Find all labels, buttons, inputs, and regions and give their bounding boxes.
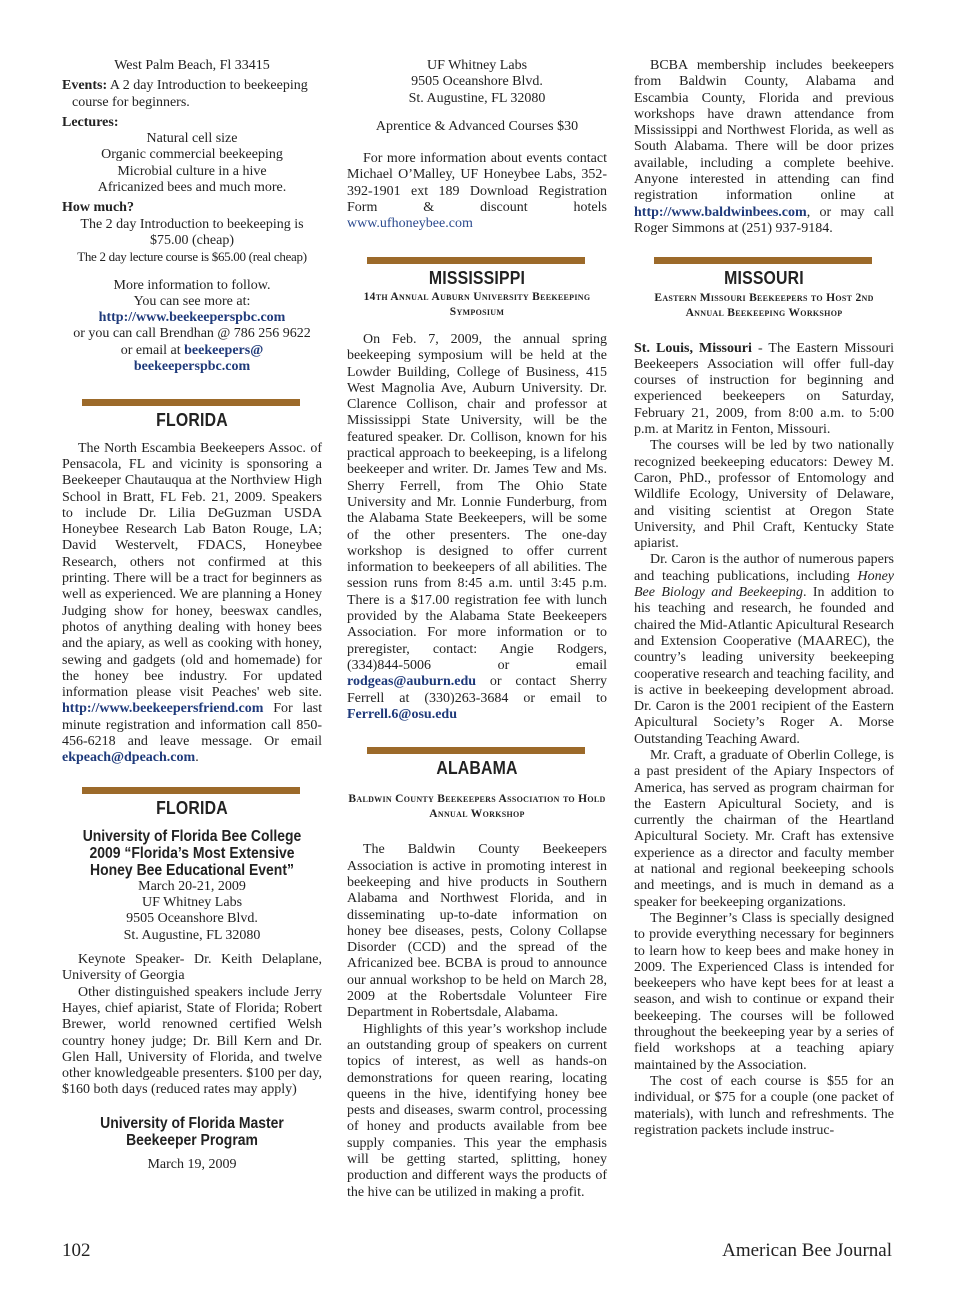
college-line: March 20-21, 2009 [138, 878, 246, 894]
events-label: Events: [62, 78, 108, 94]
price-line: The 2 day Introduction to beekeeping is [80, 216, 304, 232]
section-divider [82, 399, 300, 406]
alabama-subtitle: Baldwin County Beekeepers Association to Hold Annual Workshop [348, 793, 606, 821]
missouri-paragraph-3 [634, 552, 894, 748]
speakers-paragraph: Other distinguished speakers include Jerry Hayes, chief apiarist, State of Florida; Robert Brewer, world renowned certified Welsh country honey judge; Dr. Bill Kern and Dr. Glen Hall, University of Florida, and twelve other knowledgeable presenters. $100 per day, $160 both days (reduced rates may apply) [62, 984, 322, 1098]
more-info-line: You can see more at: [133, 293, 251, 309]
missouri-paragraph-1 [634, 341, 894, 439]
missouri-paragraph-6: The cost of each course is $55 for an individual, or $75 for a couple (one packet of materials), with lunch and refreshments. The registration packets include instruc- [634, 1073, 894, 1138]
section-title-mississippi: MISSISSIPPI [428, 267, 526, 288]
pbc-website-link[interactable]: http://www.beekeeperspbc.com [98, 310, 286, 326]
bcba-paragraph [634, 58, 894, 237]
escambia-text: The North Escambia Beekeepers Assoc. of Pensacola, FL and vicinity is sponsoring a Beekeeper Chautauqua at the Northview High School in Bratt, FL Feb. 21, 2009. Speakers to include Dr. Lilia DeGuzman USDA Honeybee Research Lab Baton Rouge, LA; David Westervelt, FDACS, Honeybee Research, others not confirmed at this printing. There will be a tract for beginners as well as experienced. We are planning a Honey Judging show for honey, beeswax candles, photos of anything dealing with honey bees and the apiary, as well as cooking with honey, sewing and gadgets (old and homemade) for the honey bee industry. For updated information please visit Peaches' web site. [62, 440, 322, 701]
section-divider [82, 787, 300, 794]
missouri-text-3a: Dr. Caron is the author of numerous papers and teaching publications, including [634, 552, 894, 584]
missouri-paragraph-5: The Beginner’s Class is specially designed to provide everything necessary for beginners to learn how to keep bees and make honey in 2009. The Experienced Class is intended for beekeepers who have kept bees for at least a season, and wish to continue or expand their beekeeping. The courses will be followed throughout the beekeeping year by a series of field workshops at a teaching apiary maintained by the Association. [634, 910, 894, 1073]
mississippi-subtitle: 14th Annual Auburn University Beekeeping Symposium [363, 290, 591, 318]
how-much-label: How much? [62, 200, 134, 216]
pbc-email-link[interactable]: beekeepers@ beekeeperspbc.com [133, 342, 264, 375]
escambia-paragraph [62, 441, 322, 767]
how-much-label-line [62, 200, 322, 216]
journal-name: American Bee Journal [722, 1240, 892, 1261]
mississippi-paragraph [347, 332, 607, 723]
price-line: $75.00 (cheap) [150, 232, 234, 248]
section-title-alabama: ALABAMA [436, 758, 518, 779]
bcba-text: BCBA membership includes beekeepers from Baldwin County, Alabama and Escambia County, Florida and previous workshops have drawn attendance from Mississippi and Northwest Florida, as well as South Alabama. There will be door prizes available, including a complete beehive. Anyone interested in attending can find registration information online at [634, 58, 894, 204]
section-title-missouri: MISSOURI [724, 268, 804, 289]
book-title: Honey Bee Biology and Beekeeping [634, 568, 894, 601]
college-line: St. Augustine, FL 32080 [123, 927, 261, 943]
lectures-label: Lectures: [62, 114, 119, 130]
email-line [62, 343, 322, 376]
events-text: A 2 day Introduction to beekeeping course for beginners. [72, 78, 308, 110]
address-tail: West Palm Beach, Fl 33415 [114, 58, 270, 73]
uf-info-paragraph [347, 151, 607, 232]
more-info-line: or you can call Brendhan @ 786 256 9622 [73, 326, 311, 342]
more-info-line: More information to follow. [113, 277, 271, 293]
column-3 [634, 58, 894, 1139]
escambia-text-2: For last minute registration and information call 850-456-6218 and leave message. Or email [62, 701, 322, 749]
price-line: The 2 day lecture course is $65.00 (real cheap) [77, 249, 307, 265]
alabama-paragraph-2: Highlights of this year’s workshop include an outstanding group of speakers on current topics of interest, as well as hands-on demonstrations for queen rearing, locating queens in the hive, identifying honey bee pests and diseases, swarm control, processing of honey and products available from bee supply companies. This year the emphasis will be getting started, splitting, honey production and different ways the products of the hive can be utilized in making a profit. [347, 1021, 607, 1200]
courses-line: Aprentice & Advanced Courses $30 [375, 118, 579, 134]
missouri-paragraph-2: The courses will be led by two nationally recognized beekeeping educators: Dewey M. Caron, PhD., professor of Entomology and Wildlife Ecology, University of Delaware, and visiting scientist at Oregon State University, and Phil Craft, Kentucky State apiarist. [634, 438, 894, 552]
events-paragraph [62, 78, 322, 111]
missouri-text-3b: . In addition to his teaching and research, he founded and chaired the Mid-Atlantic Apicultural Research and Extension Cooperative (MAAREC), the country’s leading university beekeeping cooperative research and teaching facility, and is active in beekeeping development abroad. Dr. Caron is the 2001 recipient of the Eastern Apicultural Society’s Roger A. Morse Outstanding Teaching Award. [634, 585, 894, 747]
missouri-lead: St. Louis, Missouri [634, 340, 752, 356]
alabama-paragraph-1: The Baldwin County Beekeepers Association is active in promoting interest in beekeeping and hive products in Southern Alabama and Northwest Florida, and in disseminating up-to-date information on honey bee diseases, pests, Colony Collapse Disorder (CCD) and the spread of the Africanized bee. BCBA is proud to announce our annual workshop to be held on March 28, 2009 at the Robertsdale Volunteer Fire Department in Robertsdale, Alabama. [347, 842, 607, 1021]
escambia-end: . [195, 750, 199, 766]
missouri-text-1: - The Eastern Missouri Beekeepers Association will offer full-day courses of instruction for beginning and experienced beekeepers on Saturday, February 21, 2009, from 8:00 a.m. to 5:00 p.m. at Maritz in Fenton, Missouri. [634, 340, 894, 438]
lecture-item: Africanized bees and much more. [97, 180, 287, 196]
section-title-florida: FLORIDA [156, 410, 228, 431]
section-title-florida-2: FLORIDA [156, 797, 228, 818]
address-line: 9505 Oceanshore Blvd. [411, 74, 543, 90]
baldwinbees-link[interactable]: http://www.baldwinbees.com [634, 204, 807, 220]
lectures-label-line [62, 115, 322, 131]
address-line: St. Augustine, FL 32080 [408, 90, 546, 106]
address-line: UF Whitney Labs [426, 58, 528, 73]
lecture-item: Organic commercial beekeeping [101, 147, 283, 163]
mississippi-text-2: or contact Sherry Ferrell at (330)263-3684 or email to [347, 674, 607, 706]
mississippi-text: On Feb. 7, 2009, the annual spring beekeeping symposium will be held at the Lowder Building, College of Business, 415 West Magnolia Ave, Auburn University. Dr. Clarence Collison, chair and professor at Mississippi State University, will be the featured speaker. Dr. Collison, known for his practical approach to beekeeping, is a lifelong beekeeper and writer. Dr. James Tew and Ms. Sherry Ferrell, from The Ohio State University and Mr. Lonnie Funderburg, from the Alabama State Beekeepers, will be some of the other presenters. The one-day workshop is designed to offer current information to beekeepers of all abilities. The session runs from 8:45 a.m. until 3:45 p.m. There is a $17.00 registration fee with lunch provided by the Alabama State Beekeepers Association. For more information or to preregister, contact: Angie Rodgers, (334)844-5006 or email [347, 331, 607, 673]
ekpeach-email-link[interactable]: ekpeach@dpeach.com [62, 750, 196, 766]
page-number: 102 [62, 1240, 91, 1261]
rodgeas-email-link[interactable]: rodgeas@auburn.edu [347, 674, 477, 690]
uf-info-text: For more information about events contact Michael O’Malley, UF Honeybee Labs, 352-392-1901 ext 189 Download Registration Form & discount hotels [347, 151, 607, 216]
section-divider [367, 257, 585, 264]
college-line: UF Whitney Labs [141, 895, 243, 911]
section-divider [367, 747, 585, 754]
column-2 [347, 58, 607, 1201]
bee-college-title: University of Florida Bee College 2009 “Florida’s Most Extensive Honey Bee Educational Event” [82, 827, 302, 879]
lecture-item: Natural cell size [146, 131, 238, 147]
ferrell-email-link[interactable]: Ferrell.6@osu.edu [347, 706, 457, 722]
column-1 [62, 58, 322, 1173]
lecture-item: Microbial culture in a hive [117, 163, 267, 179]
college-line: 9505 Oceanshore Blvd. [126, 911, 258, 927]
section-divider [654, 257, 872, 264]
missouri-subtitle: Eastern Missouri Beekeepers to Host 2nd Annual Beekeeping Workshop [654, 291, 874, 319]
keynote-paragraph: Keynote Speaker- Dr. Keith Delaplane, University of Georgia [62, 952, 322, 984]
email-lead: or email at [120, 342, 181, 358]
ufhoneybee-link[interactable]: www.ufhoneybee.com [347, 216, 473, 232]
bcba-text-2: , or may call Roger Simmons at (251) 937-9184. [634, 204, 894, 236]
master-beekeeper-title: University of Florida Master Beekeeper Program [100, 1114, 284, 1149]
master-date: March 19, 2009 [147, 1156, 237, 1172]
missouri-paragraph-4: Mr. Craft, a graduate of Oberlin College, is a past president of the Apiary Inspectors of America, has served as program chairman for the Eastern Apicultural Society, and is currently the chairman of the Heartland Apicultural Society. Mr. Craft has extensive experience as a director and faculty member at national and regional beekeeping schools and meetings, and is much in demand as a speaker for beekeeping organizations. [634, 747, 894, 910]
beekeepersfriend-link[interactable]: http://www.beekeepersfriend.com [62, 701, 264, 717]
